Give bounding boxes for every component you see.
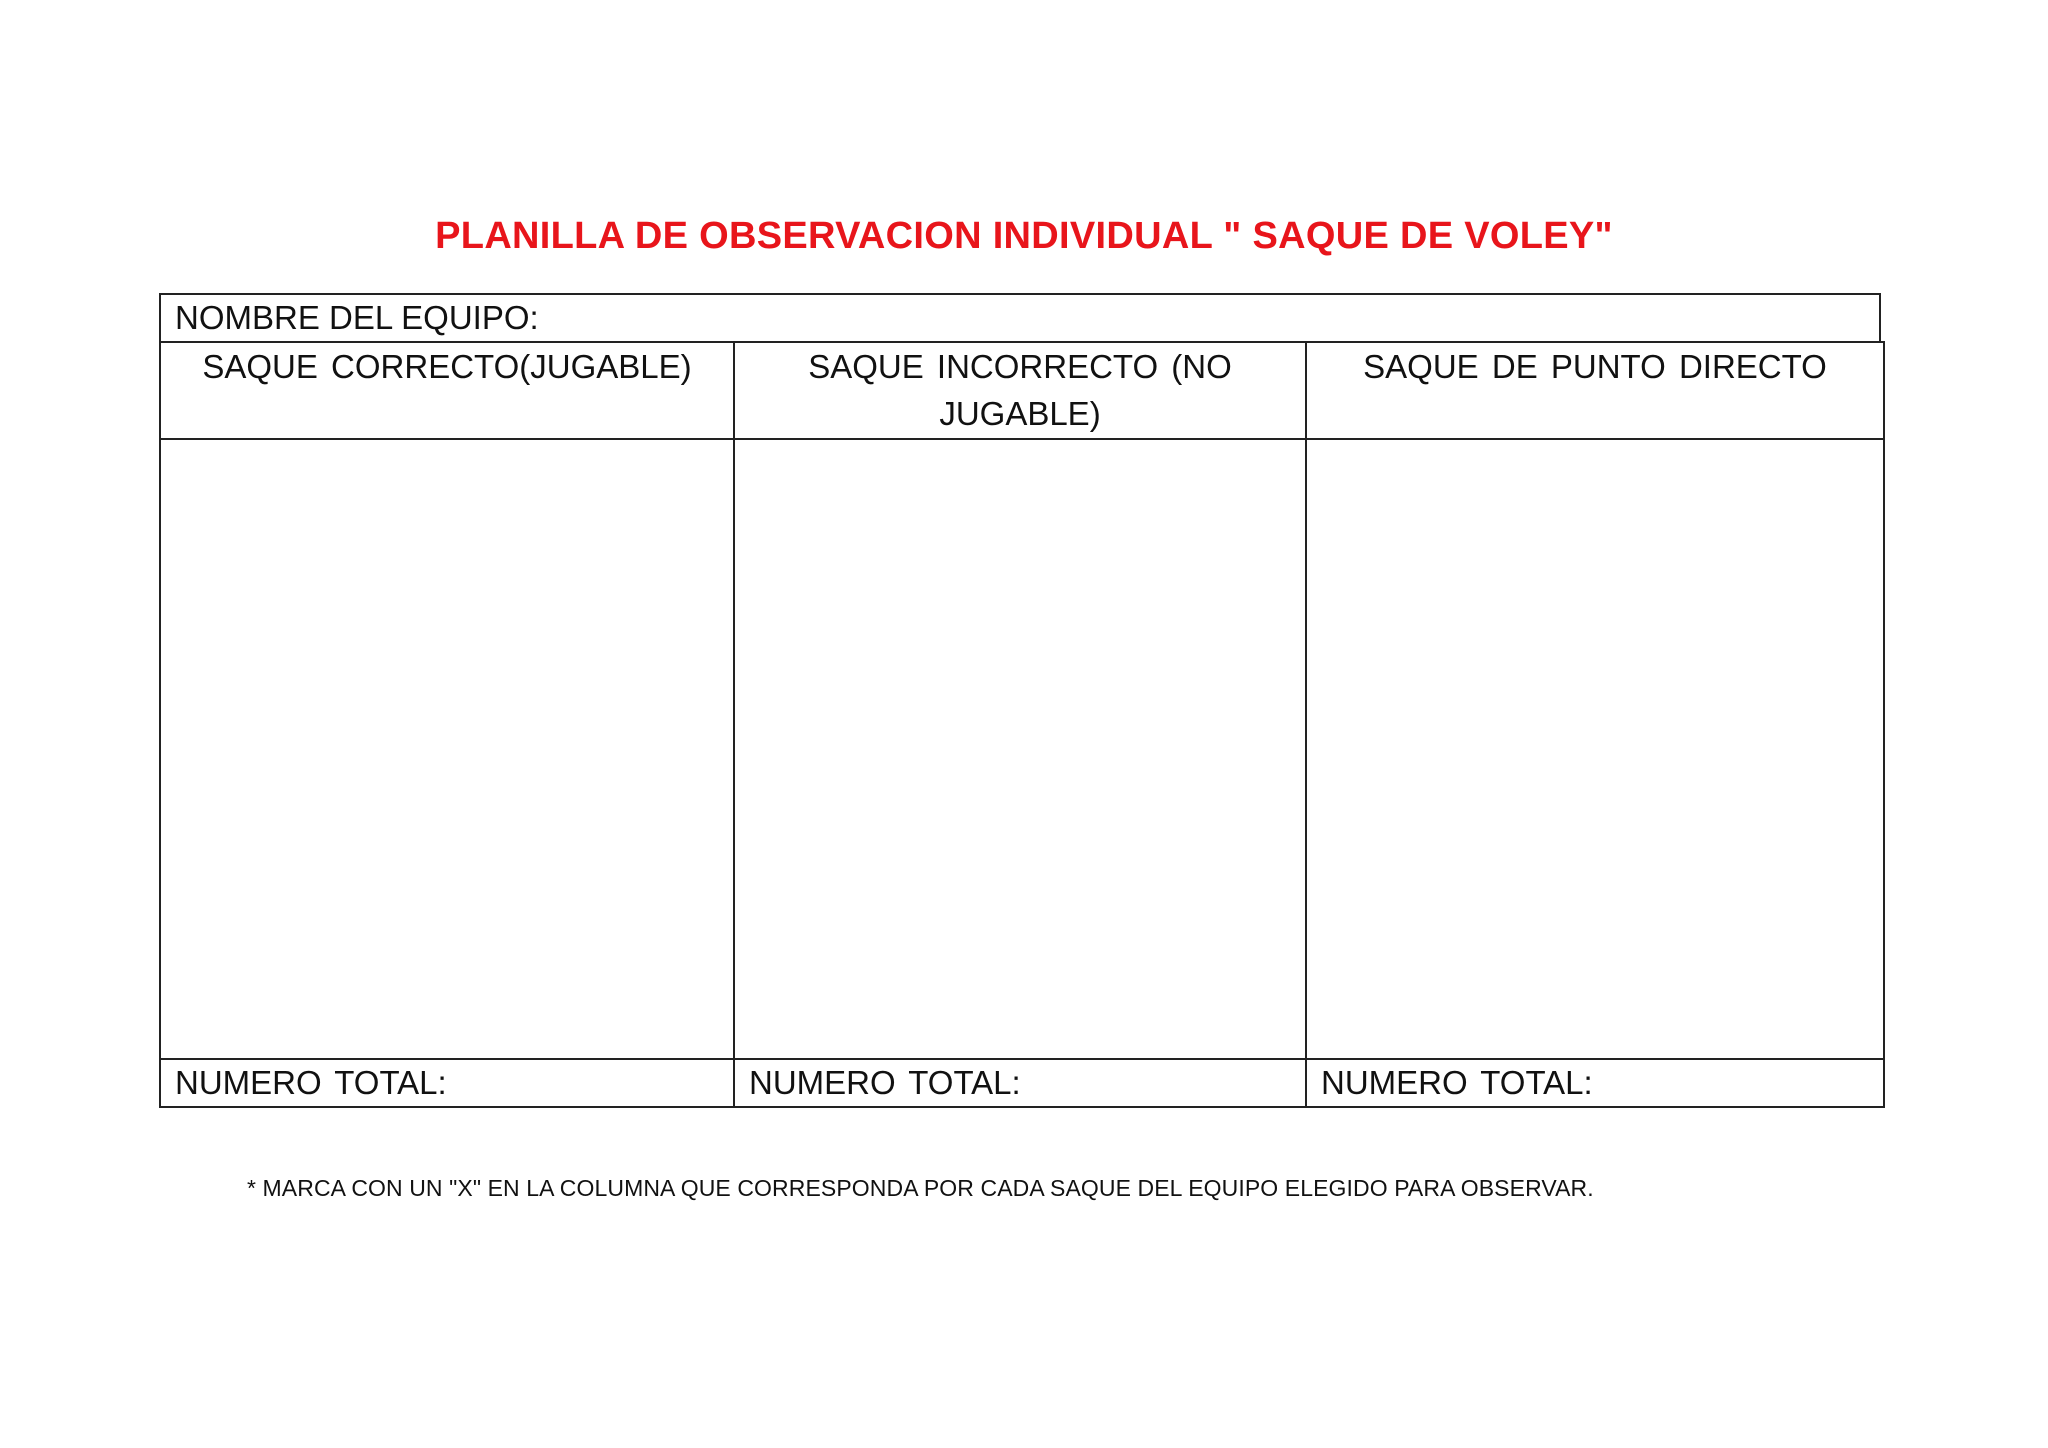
- total-label: NUMERO TOTAL:: [175, 1064, 447, 1101]
- column-header-label: SAQUE DE PUNTO DIRECTO: [1363, 348, 1827, 385]
- team-name-label: NOMBRE DEL EQUIPO:: [175, 299, 539, 336]
- total-cell-direct-point-serve[interactable]: [1305, 1058, 1885, 1108]
- page-title: PLANILLA DE OBSERVACION INDIVIDUAL " SAQUE DE VOLEY": [435, 215, 1613, 257]
- total-label: NUMERO TOTAL:: [749, 1064, 1021, 1101]
- column-header-direct-point-serve: [1305, 341, 1885, 440]
- footnote: * MARCA CON UN "X" EN LA COLUMNA QUE CORRESPONDA POR CADA SAQUE DEL EQUIPO ELEGIDO PARA OBSERVAR.: [247, 1175, 1594, 1201]
- total-cell-correct-serve[interactable]: [159, 1058, 735, 1108]
- total-label: NUMERO TOTAL:: [1321, 1064, 1593, 1101]
- marking-area-direct-point-serve[interactable]: [1305, 438, 1885, 1060]
- team-name-row[interactable]: [159, 293, 1881, 343]
- column-header-correct-serve: [159, 341, 735, 440]
- column-header-label: SAQUE INCORRECTO (NO JUGABLE): [808, 348, 1232, 432]
- total-cell-incorrect-serve[interactable]: [733, 1058, 1307, 1108]
- column-header-incorrect-serve: [733, 341, 1307, 440]
- marking-area-incorrect-serve[interactable]: [733, 438, 1307, 1060]
- marking-area-correct-serve[interactable]: [159, 438, 735, 1060]
- column-header-label: SAQUE CORRECTO(JUGABLE): [202, 348, 692, 385]
